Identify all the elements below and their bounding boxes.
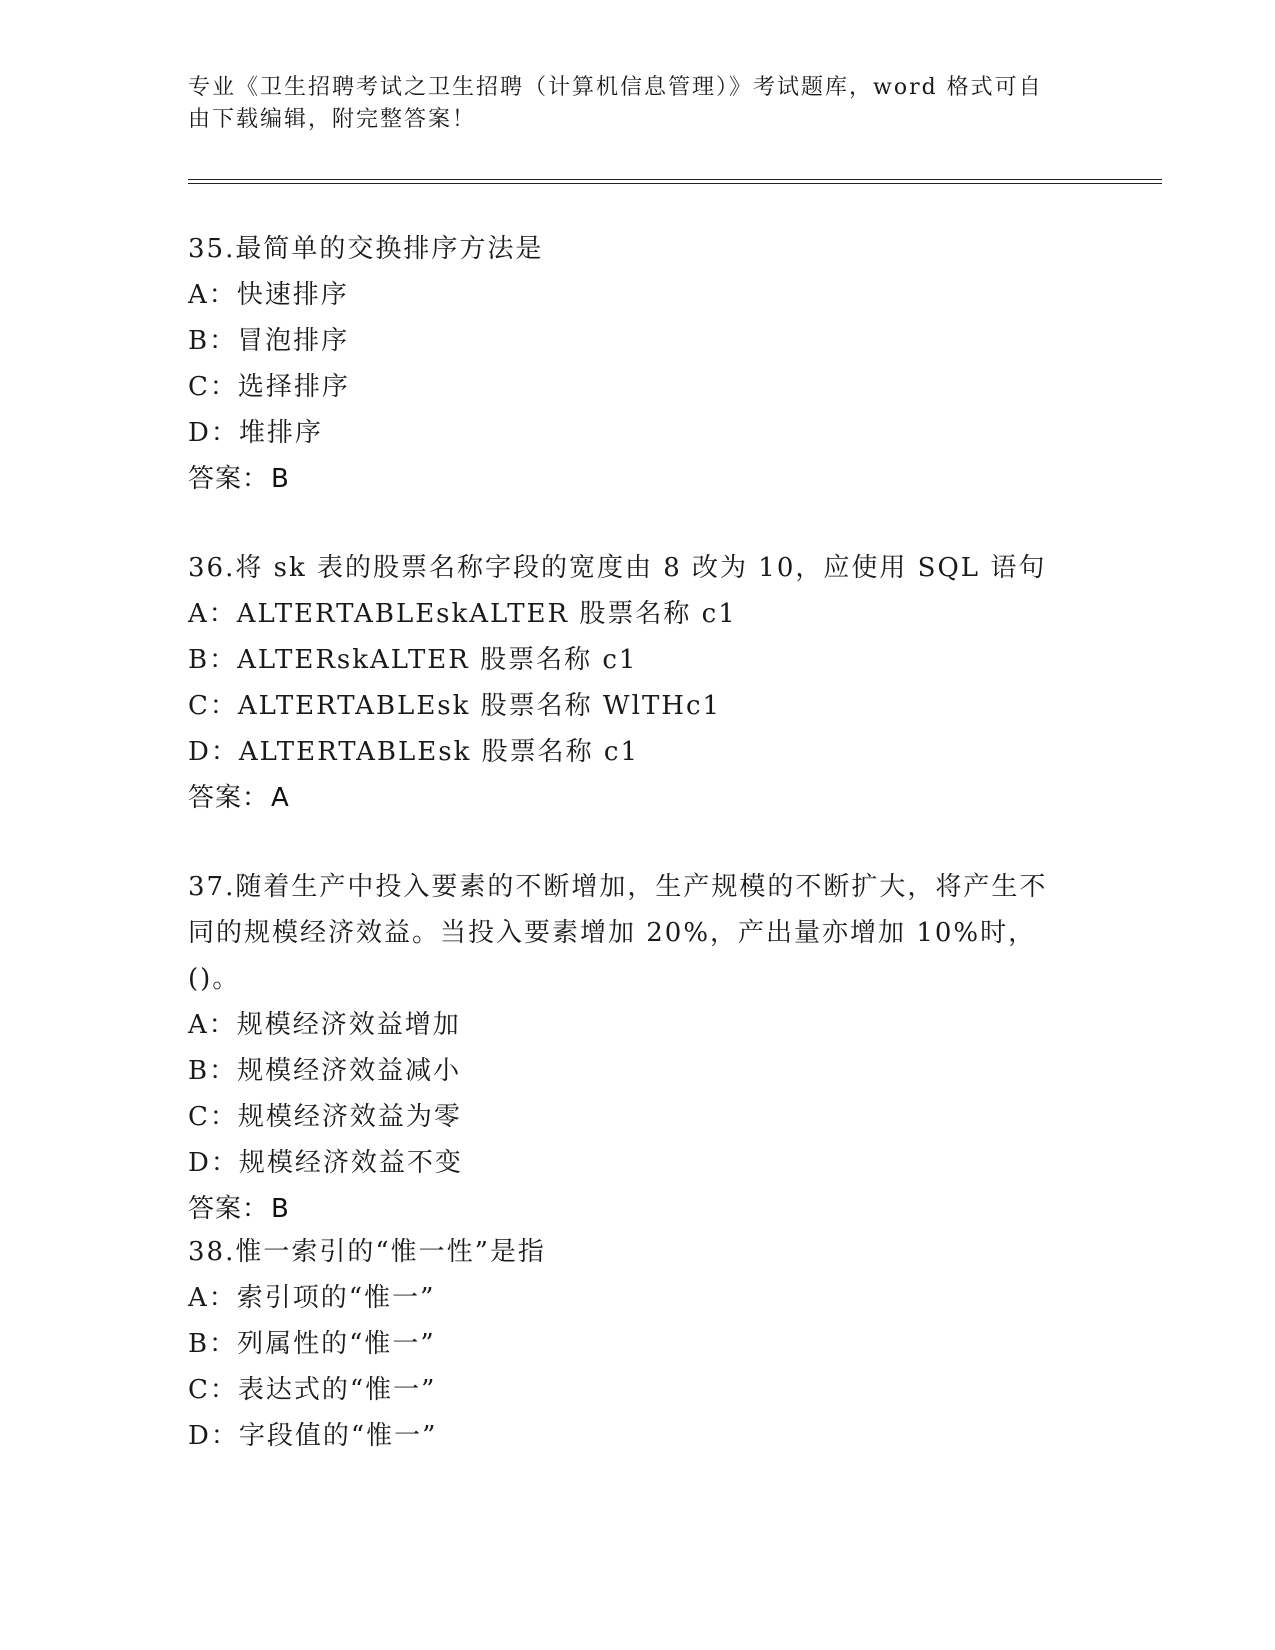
answer — [188, 456, 1088, 502]
option-a: A：快速排序 — [188, 280, 349, 310]
answer-label: 答案： — [188, 783, 270, 813]
answer-value: B — [271, 464, 290, 494]
question-text-line-2: 同的规模经济效益。当投入要素增加 20%，产出量亦增加 10%时，()。 — [188, 918, 1037, 994]
question-38 — [188, 1229, 1088, 1459]
option-d: D：ALTERTABLEsk 股票名称 c1 — [188, 737, 639, 767]
option-b: B：规模经济效益减小 — [188, 1056, 462, 1086]
option-a: A：规模经济效益增加 — [188, 1010, 461, 1040]
option-b: B：列属性的“惟一” — [188, 1329, 436, 1359]
question-35 — [188, 226, 1088, 502]
answer-value: B — [271, 1194, 290, 1224]
option-c: C：规模经济效益为零 — [188, 1102, 462, 1132]
option-c: C：表达式的“惟一” — [188, 1375, 437, 1405]
option-a: A：ALTERTABLEskALTER 股票名称 c1 — [188, 599, 737, 629]
option-c: C：ALTERTABLEsk 股票名称 WlTHc1 — [188, 691, 722, 721]
header-divider-top — [188, 179, 1162, 180]
question-36 — [188, 545, 1088, 821]
question-text: 35.最简单的交换排序方法是 — [188, 234, 544, 264]
question-37 — [188, 864, 1088, 1232]
header-line-2: 由下载编辑，附完整答案！ — [188, 107, 477, 132]
answer — [188, 775, 1088, 821]
header-line-1: 专业《卫生招聘考试之卫生招聘（计算机信息管理）》考试题库，word 格式可自 — [188, 75, 1043, 100]
answer — [188, 1186, 1088, 1232]
option-a: A：索引项的“惟一” — [188, 1283, 436, 1313]
answer-label: 答案： — [188, 464, 270, 494]
option-b: B：冒泡排序 — [188, 326, 350, 356]
option-c: C：选择排序 — [188, 372, 350, 402]
option-d: D：字段值的“惟一” — [188, 1421, 438, 1451]
option-d: D：堆排序 — [188, 418, 323, 448]
question-text-line-1: 37.随着生产中投入要素的不断增加，生产规模的不断扩大，将产生不 — [188, 872, 1048, 902]
question-text: 36.将 sk 表的股票名称字段的宽度由 8 改为 10，应使用 SQL 语句 — [188, 553, 1047, 583]
answer-label: 答案： — [188, 1194, 270, 1224]
document-header — [188, 72, 1068, 136]
header-divider-bottom — [188, 183, 1162, 184]
question-text: 38.惟一索引的“惟一性”是指 — [188, 1237, 546, 1267]
option-b: B：ALTERskALTER 股票名称 c1 — [188, 645, 638, 675]
option-d: D：规模经济效益不变 — [188, 1148, 463, 1178]
answer-value: A — [271, 783, 290, 813]
